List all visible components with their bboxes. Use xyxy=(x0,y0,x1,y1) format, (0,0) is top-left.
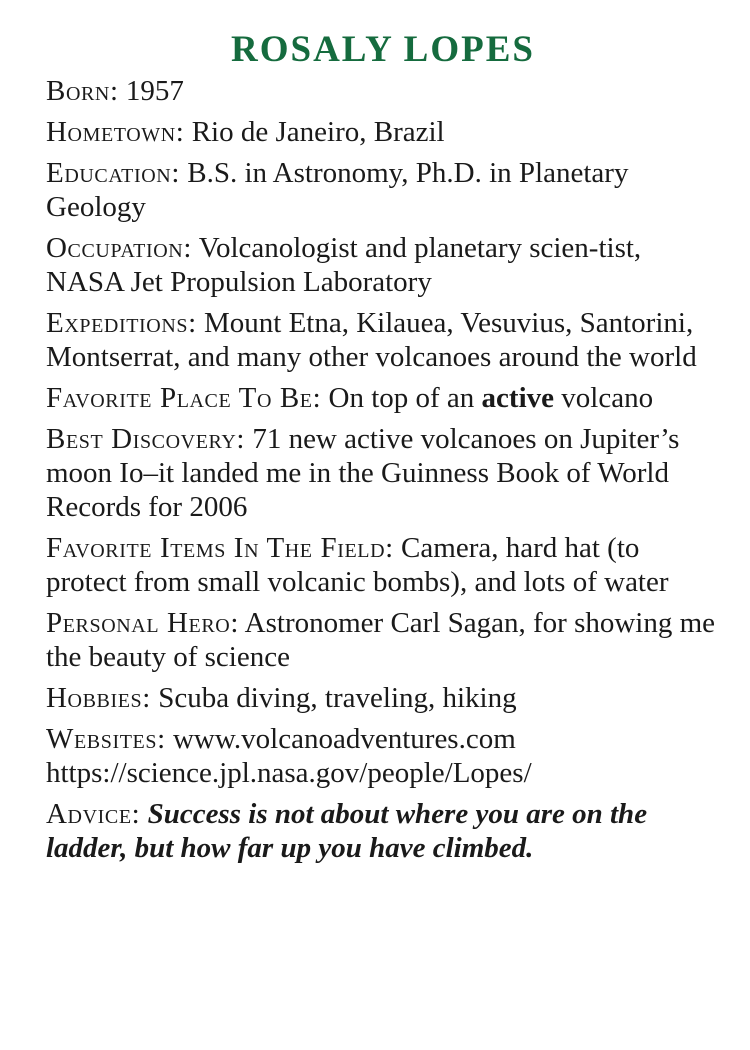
expeditions-label: Expeditions: xyxy=(46,307,197,340)
websites-entry xyxy=(46,722,720,790)
occupation-value: Volcanologist and planetary scien-tist, NASA Jet Propulsion Laboratory xyxy=(46,232,642,299)
advice-label: Advice: xyxy=(46,798,141,831)
advice-entry xyxy=(46,797,720,865)
occupation-entry xyxy=(46,231,720,299)
born-label: Born: xyxy=(46,75,119,108)
expeditions-entry xyxy=(46,306,720,374)
best-discovery-label: Best Discovery: xyxy=(46,423,246,456)
expeditions-value: Mount Etna, Kilauea, Vesuvius, Santorini, Montserrat, and many other volcanoes around the world xyxy=(46,307,697,374)
favorite-place-value xyxy=(329,382,654,414)
personal-hero-entry xyxy=(46,606,720,674)
best-discovery-entry xyxy=(46,422,720,524)
hometown-value: Rio de Janeiro, Brazil xyxy=(191,116,445,149)
favorite-place-entry xyxy=(46,381,720,415)
education-entry xyxy=(46,156,720,224)
website-url-2[interactable]: https://science.jpl.nasa.gov/people/Lopes/ xyxy=(46,757,532,790)
favorite-place-value-after: volcano xyxy=(561,382,654,415)
advice-value: Success is not about where you are on the ladder, but how far up you have climbed. xyxy=(46,798,648,865)
favorite-place-value-before: On top of an xyxy=(328,382,475,415)
websites-label: Websites: xyxy=(46,723,166,756)
profile-title: ROSALY LOPES xyxy=(231,29,535,70)
occupation-label: Occupation: xyxy=(46,232,193,265)
website-url-1[interactable]: www.volcanoadventures.com xyxy=(172,723,516,756)
born-entry xyxy=(46,74,720,108)
hometown-entry xyxy=(46,115,720,149)
favorite-items-entry xyxy=(46,531,720,599)
education-label: Education: xyxy=(46,157,180,190)
born-value: 1957 xyxy=(125,75,184,108)
personal-hero-label: Personal Hero: xyxy=(46,607,240,640)
favorite-items-value: Camera, hard hat (to protect from small volcanic bombs), and lots of water xyxy=(46,532,669,599)
personal-hero-value: Astronomer Carl Sagan, for showing me the beauty of science xyxy=(46,607,716,674)
hometown-label: Hometown: xyxy=(46,116,185,149)
hobbies-value: Scuba diving, traveling, hiking xyxy=(158,682,517,715)
favorite-items-label: Favorite Items In The Field: xyxy=(46,532,394,565)
hobbies-entry xyxy=(46,681,720,715)
hobbies-label: Hobbies: xyxy=(46,682,151,715)
favorite-place-value-emphasis: active xyxy=(481,382,555,415)
education-value: B.S. in Astronomy, Ph.D. in Planetary Geology xyxy=(46,157,629,224)
best-discovery-value: 71 new active volcanoes on Jupiter’s moon Io–it landed me in the Guinness Book of World Records for 2006 xyxy=(46,423,680,524)
favorite-place-label: Favorite Place To Be: xyxy=(46,382,322,415)
